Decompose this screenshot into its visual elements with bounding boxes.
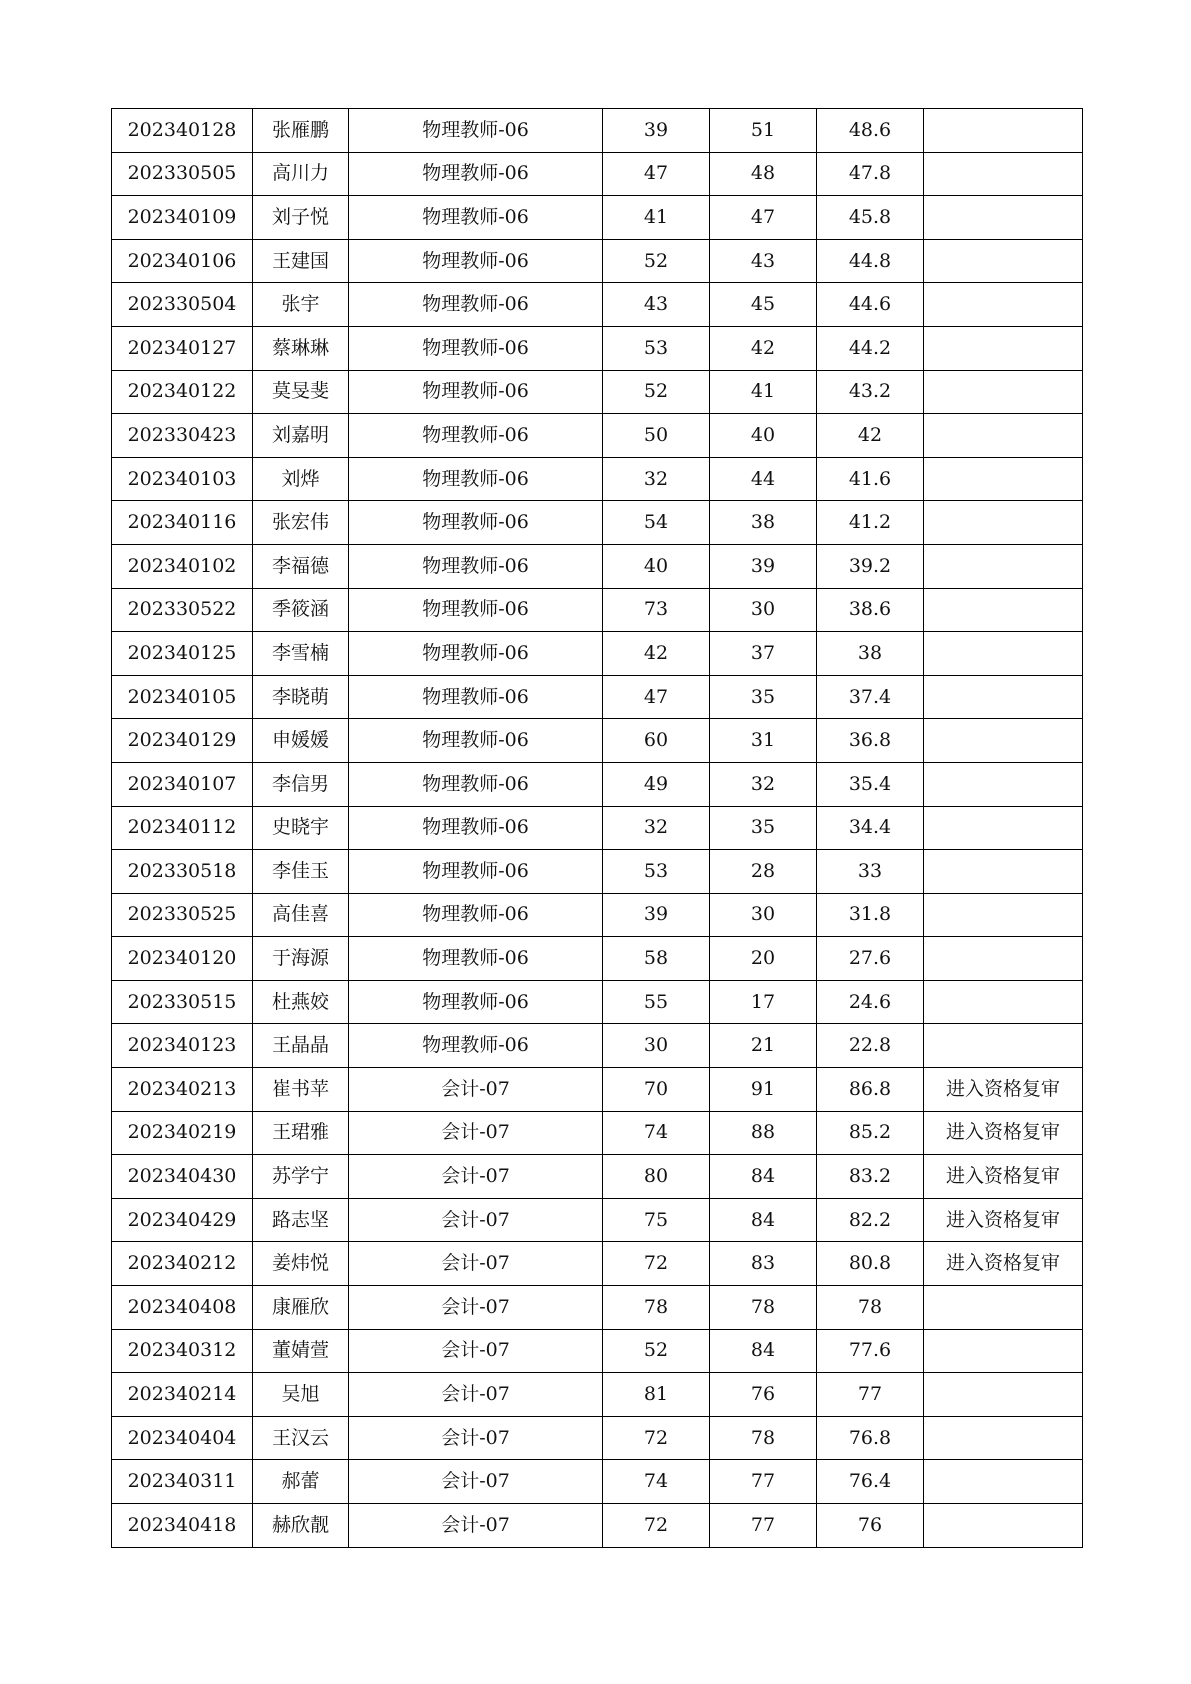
table-row: [112, 762, 1083, 806]
table-row: [112, 1198, 1083, 1242]
written-score-cell: 50: [603, 414, 710, 458]
candidate-name-cell: 杜燕姣: [253, 980, 349, 1024]
total-score-cell: 45.8: [817, 196, 924, 240]
candidate-id-cell: 202330423: [112, 414, 253, 458]
interview-score-cell: 41: [710, 370, 817, 414]
table-row: [112, 1504, 1083, 1548]
position-cell: 物理教师-06: [349, 196, 603, 240]
interview-score-cell: 35: [710, 675, 817, 719]
candidate-name-cell: 赫欣靓: [253, 1504, 349, 1548]
position-cell: 物理教师-06: [349, 326, 603, 370]
total-score-cell: 27.6: [817, 937, 924, 981]
position-cell: 物理教师-06: [349, 370, 603, 414]
table-row: [112, 588, 1083, 632]
position-cell: 物理教师-06: [349, 239, 603, 283]
candidate-id-cell: 202340122: [112, 370, 253, 414]
total-score-cell: 44.6: [817, 283, 924, 327]
interview-score-cell: 39: [710, 544, 817, 588]
candidate-id-cell: 202330522: [112, 588, 253, 632]
interview-score-cell: 84: [710, 1155, 817, 1199]
written-score-cell: 73: [603, 588, 710, 632]
candidate-name-cell: 史晓宇: [253, 806, 349, 850]
table-row: [112, 414, 1083, 458]
candidate-id-cell: 202340219: [112, 1111, 253, 1155]
written-score-cell: 75: [603, 1198, 710, 1242]
candidate-id-cell: 202340109: [112, 196, 253, 240]
total-score-cell: 44.2: [817, 326, 924, 370]
candidate-name-cell: 于海源: [253, 937, 349, 981]
candidate-id-cell: 202340404: [112, 1416, 253, 1460]
position-cell: 物理教师-06: [349, 980, 603, 1024]
total-score-cell: 38: [817, 632, 924, 676]
written-score-cell: 60: [603, 719, 710, 763]
interview-score-cell: 30: [710, 588, 817, 632]
table-row: [112, 1460, 1083, 1504]
candidate-name-cell: 郝蕾: [253, 1460, 349, 1504]
position-cell: 会计-07: [349, 1068, 603, 1112]
candidate-name-cell: 张宏伟: [253, 501, 349, 545]
total-score-cell: 48.6: [817, 109, 924, 153]
note-cell: [924, 414, 1083, 458]
written-score-cell: 30: [603, 1024, 710, 1068]
total-score-cell: 85.2: [817, 1111, 924, 1155]
table-row: [112, 152, 1083, 196]
total-score-cell: 76.4: [817, 1460, 924, 1504]
note-cell: [924, 762, 1083, 806]
table-row: [112, 1373, 1083, 1417]
position-cell: 会计-07: [349, 1329, 603, 1373]
written-score-cell: 52: [603, 370, 710, 414]
total-score-cell: 36.8: [817, 719, 924, 763]
note-cell: [924, 544, 1083, 588]
position-cell: 物理教师-06: [349, 806, 603, 850]
candidate-id-cell: 202340120: [112, 937, 253, 981]
written-score-cell: 40: [603, 544, 710, 588]
table-row: [112, 675, 1083, 719]
candidate-name-cell: 李佳玉: [253, 850, 349, 894]
table-row: [112, 501, 1083, 545]
table-row: [112, 980, 1083, 1024]
note-cell: [924, 806, 1083, 850]
note-cell: 进入资格复审: [924, 1198, 1083, 1242]
candidate-name-cell: 崔书苹: [253, 1068, 349, 1112]
position-cell: 物理教师-06: [349, 152, 603, 196]
position-cell: 会计-07: [349, 1155, 603, 1199]
note-cell: 进入资格复审: [924, 1155, 1083, 1199]
table-row: [112, 850, 1083, 894]
candidate-name-cell: 李雪楠: [253, 632, 349, 676]
table-row: [112, 1111, 1083, 1155]
note-cell: [924, 937, 1083, 981]
table-row: [112, 1024, 1083, 1068]
note-cell: [924, 239, 1083, 283]
note-cell: [924, 501, 1083, 545]
position-cell: 会计-07: [349, 1286, 603, 1330]
position-cell: 物理教师-06: [349, 893, 603, 937]
note-cell: 进入资格复审: [924, 1242, 1083, 1286]
note-cell: [924, 1024, 1083, 1068]
note-cell: [924, 1286, 1083, 1330]
candidate-id-cell: 202340123: [112, 1024, 253, 1068]
interview-score-cell: 42: [710, 326, 817, 370]
note-cell: [924, 283, 1083, 327]
candidate-name-cell: 苏学宁: [253, 1155, 349, 1199]
interview-score-cell: 84: [710, 1329, 817, 1373]
table-row: [112, 806, 1083, 850]
total-score-cell: 37.4: [817, 675, 924, 719]
table-row: [112, 1286, 1083, 1330]
table-row: [112, 893, 1083, 937]
table-row: [112, 109, 1083, 153]
table-row: [112, 370, 1083, 414]
candidate-id-cell: 202340107: [112, 762, 253, 806]
position-cell: 会计-07: [349, 1460, 603, 1504]
candidate-name-cell: 李福德: [253, 544, 349, 588]
candidate-name-cell: 高川力: [253, 152, 349, 196]
candidate-id-cell: 202340112: [112, 806, 253, 850]
candidate-id-cell: 202340102: [112, 544, 253, 588]
interview-score-cell: 17: [710, 980, 817, 1024]
candidate-name-cell: 季筱涵: [253, 588, 349, 632]
total-score-cell: 24.6: [817, 980, 924, 1024]
candidate-id-cell: 202340408: [112, 1286, 253, 1330]
total-score-cell: 41.6: [817, 457, 924, 501]
table-row: [112, 326, 1083, 370]
total-score-cell: 43.2: [817, 370, 924, 414]
score-table: [111, 108, 1083, 1548]
position-cell: 物理教师-06: [349, 850, 603, 894]
total-score-cell: 31.8: [817, 893, 924, 937]
position-cell: 会计-07: [349, 1373, 603, 1417]
interview-score-cell: 20: [710, 937, 817, 981]
written-score-cell: 52: [603, 239, 710, 283]
candidate-name-cell: 李晓萌: [253, 675, 349, 719]
table-row: [112, 544, 1083, 588]
written-score-cell: 47: [603, 152, 710, 196]
written-score-cell: 43: [603, 283, 710, 327]
interview-score-cell: 51: [710, 109, 817, 153]
candidate-id-cell: 202330515: [112, 980, 253, 1024]
interview-score-cell: 43: [710, 239, 817, 283]
written-score-cell: 54: [603, 501, 710, 545]
position-cell: 物理教师-06: [349, 632, 603, 676]
candidate-name-cell: 张宇: [253, 283, 349, 327]
position-cell: 物理教师-06: [349, 544, 603, 588]
table-row: [112, 1416, 1083, 1460]
position-cell: 物理教师-06: [349, 675, 603, 719]
candidate-name-cell: 莫旻斐: [253, 370, 349, 414]
written-score-cell: 80: [603, 1155, 710, 1199]
total-score-cell: 39.2: [817, 544, 924, 588]
candidate-name-cell: 王汉云: [253, 1416, 349, 1460]
total-score-cell: 35.4: [817, 762, 924, 806]
candidate-id-cell: 202330504: [112, 283, 253, 327]
total-score-cell: 41.2: [817, 501, 924, 545]
total-score-cell: 47.8: [817, 152, 924, 196]
note-cell: [924, 1416, 1083, 1460]
candidate-id-cell: 202330525: [112, 893, 253, 937]
note-cell: [924, 1329, 1083, 1373]
candidate-name-cell: 王晶晶: [253, 1024, 349, 1068]
note-cell: 进入资格复审: [924, 1068, 1083, 1112]
written-score-cell: 58: [603, 937, 710, 981]
note-cell: [924, 980, 1083, 1024]
total-score-cell: 80.8: [817, 1242, 924, 1286]
written-score-cell: 72: [603, 1242, 710, 1286]
interview-score-cell: 76: [710, 1373, 817, 1417]
candidate-name-cell: 申媛媛: [253, 719, 349, 763]
written-score-cell: 78: [603, 1286, 710, 1330]
interview-score-cell: 28: [710, 850, 817, 894]
candidate-id-cell: 202340128: [112, 109, 253, 153]
written-score-cell: 74: [603, 1460, 710, 1504]
interview-score-cell: 77: [710, 1504, 817, 1548]
note-cell: [924, 719, 1083, 763]
note-cell: [924, 109, 1083, 153]
note-cell: [924, 675, 1083, 719]
candidate-id-cell: 202340312: [112, 1329, 253, 1373]
candidate-name-cell: 姜炜悦: [253, 1242, 349, 1286]
interview-score-cell: 44: [710, 457, 817, 501]
note-cell: [924, 893, 1083, 937]
written-score-cell: 70: [603, 1068, 710, 1112]
position-cell: 会计-07: [349, 1504, 603, 1548]
table-row: [112, 719, 1083, 763]
candidate-id-cell: 202340106: [112, 239, 253, 283]
candidate-id-cell: 202340311: [112, 1460, 253, 1504]
position-cell: 会计-07: [349, 1111, 603, 1155]
interview-score-cell: 35: [710, 806, 817, 850]
interview-score-cell: 38: [710, 501, 817, 545]
interview-score-cell: 88: [710, 1111, 817, 1155]
table-row: [112, 239, 1083, 283]
written-score-cell: 49: [603, 762, 710, 806]
written-score-cell: 39: [603, 109, 710, 153]
table-row: [112, 196, 1083, 240]
candidate-name-cell: 刘烨: [253, 457, 349, 501]
candidate-name-cell: 王建国: [253, 239, 349, 283]
position-cell: 物理教师-06: [349, 1024, 603, 1068]
candidate-id-cell: 202340105: [112, 675, 253, 719]
candidate-id-cell: 202340429: [112, 1198, 253, 1242]
candidate-id-cell: 202340430: [112, 1155, 253, 1199]
candidate-name-cell: 康雁欣: [253, 1286, 349, 1330]
total-score-cell: 77.6: [817, 1329, 924, 1373]
note-cell: [924, 370, 1083, 414]
candidate-id-cell: 202330505: [112, 152, 253, 196]
table-row: [112, 1155, 1083, 1199]
interview-score-cell: 48: [710, 152, 817, 196]
position-cell: 物理教师-06: [349, 457, 603, 501]
written-score-cell: 47: [603, 675, 710, 719]
total-score-cell: 34.4: [817, 806, 924, 850]
table-row: [112, 937, 1083, 981]
total-score-cell: 76.8: [817, 1416, 924, 1460]
interview-score-cell: 77: [710, 1460, 817, 1504]
interview-score-cell: 47: [710, 196, 817, 240]
interview-score-cell: 84: [710, 1198, 817, 1242]
note-cell: [924, 632, 1083, 676]
interview-score-cell: 83: [710, 1242, 817, 1286]
candidate-name-cell: 董婧萱: [253, 1329, 349, 1373]
position-cell: 物理教师-06: [349, 501, 603, 545]
candidate-name-cell: 李信男: [253, 762, 349, 806]
position-cell: 物理教师-06: [349, 937, 603, 981]
position-cell: 物理教师-06: [349, 762, 603, 806]
candidate-id-cell: 202340213: [112, 1068, 253, 1112]
written-score-cell: 42: [603, 632, 710, 676]
interview-score-cell: 37: [710, 632, 817, 676]
table-row: [112, 632, 1083, 676]
written-score-cell: 41: [603, 196, 710, 240]
table-row: [112, 1329, 1083, 1373]
candidate-id-cell: 202340127: [112, 326, 253, 370]
candidate-id-cell: 202340129: [112, 719, 253, 763]
written-score-cell: 72: [603, 1504, 710, 1548]
position-cell: 会计-07: [349, 1198, 603, 1242]
note-cell: [924, 588, 1083, 632]
interview-score-cell: 78: [710, 1286, 817, 1330]
note-cell: [924, 1460, 1083, 1504]
written-score-cell: 74: [603, 1111, 710, 1155]
position-cell: 会计-07: [349, 1242, 603, 1286]
note-cell: [924, 1504, 1083, 1548]
total-score-cell: 38.6: [817, 588, 924, 632]
candidate-name-cell: 刘嘉明: [253, 414, 349, 458]
note-cell: [924, 196, 1083, 240]
total-score-cell: 76: [817, 1504, 924, 1548]
table-row: [112, 1242, 1083, 1286]
candidate-id-cell: 202340116: [112, 501, 253, 545]
written-score-cell: 72: [603, 1416, 710, 1460]
note-cell: [924, 1373, 1083, 1417]
candidate-name-cell: 张雁鹏: [253, 109, 349, 153]
candidate-id-cell: 202340103: [112, 457, 253, 501]
interview-score-cell: 31: [710, 719, 817, 763]
written-score-cell: 53: [603, 850, 710, 894]
note-cell: [924, 850, 1083, 894]
note-cell: [924, 457, 1083, 501]
table-row: [112, 457, 1083, 501]
candidate-id-cell: 202330518: [112, 850, 253, 894]
table-row: [112, 1068, 1083, 1112]
candidate-name-cell: 刘子悦: [253, 196, 349, 240]
position-cell: 物理教师-06: [349, 109, 603, 153]
written-score-cell: 81: [603, 1373, 710, 1417]
total-score-cell: 77: [817, 1373, 924, 1417]
position-cell: 物理教师-06: [349, 283, 603, 327]
total-score-cell: 42: [817, 414, 924, 458]
total-score-cell: 83.2: [817, 1155, 924, 1199]
note-cell: 进入资格复审: [924, 1111, 1083, 1155]
written-score-cell: 39: [603, 893, 710, 937]
interview-score-cell: 30: [710, 893, 817, 937]
candidate-name-cell: 王珺雅: [253, 1111, 349, 1155]
written-score-cell: 52: [603, 1329, 710, 1373]
position-cell: 物理教师-06: [349, 588, 603, 632]
total-score-cell: 86.8: [817, 1068, 924, 1112]
position-cell: 会计-07: [349, 1416, 603, 1460]
candidate-id-cell: 202340125: [112, 632, 253, 676]
total-score-cell: 82.2: [817, 1198, 924, 1242]
candidate-name-cell: 吴旭: [253, 1373, 349, 1417]
note-cell: [924, 152, 1083, 196]
interview-score-cell: 91: [710, 1068, 817, 1112]
note-cell: [924, 326, 1083, 370]
total-score-cell: 22.8: [817, 1024, 924, 1068]
position-cell: 物理教师-06: [349, 719, 603, 763]
interview-score-cell: 45: [710, 283, 817, 327]
candidate-id-cell: 202340214: [112, 1373, 253, 1417]
candidate-id-cell: 202340212: [112, 1242, 253, 1286]
interview-score-cell: 78: [710, 1416, 817, 1460]
written-score-cell: 55: [603, 980, 710, 1024]
interview-score-cell: 32: [710, 762, 817, 806]
total-score-cell: 44.8: [817, 239, 924, 283]
candidate-id-cell: 202340418: [112, 1504, 253, 1548]
table-row: [112, 283, 1083, 327]
interview-score-cell: 21: [710, 1024, 817, 1068]
position-cell: 物理教师-06: [349, 414, 603, 458]
candidate-name-cell: 蔡琳琳: [253, 326, 349, 370]
written-score-cell: 32: [603, 806, 710, 850]
total-score-cell: 33: [817, 850, 924, 894]
written-score-cell: 53: [603, 326, 710, 370]
score-table-body: [112, 109, 1083, 1548]
candidate-name-cell: 高佳喜: [253, 893, 349, 937]
total-score-cell: 78: [817, 1286, 924, 1330]
candidate-name-cell: 路志坚: [253, 1198, 349, 1242]
interview-score-cell: 40: [710, 414, 817, 458]
written-score-cell: 32: [603, 457, 710, 501]
